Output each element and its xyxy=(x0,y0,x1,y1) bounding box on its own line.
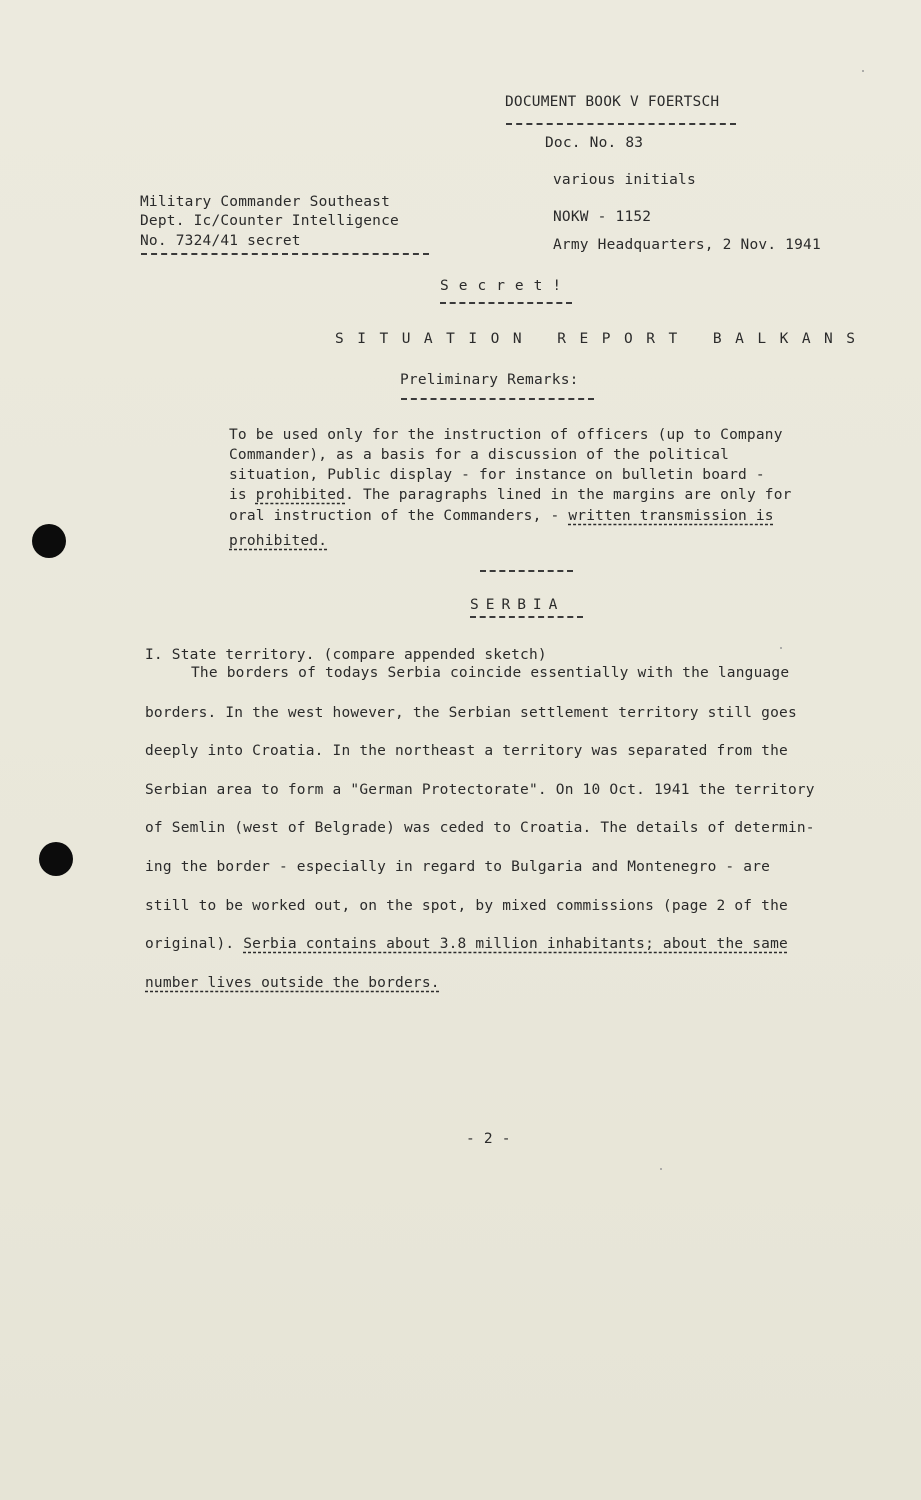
preliminary-line-5-part-a: oral instruction of the Commanders, - xyxy=(229,508,569,524)
preliminary-line-5 xyxy=(229,507,774,526)
punch-hole-bottom xyxy=(39,842,73,876)
section-line-8-part-a: original). xyxy=(145,936,244,952)
preliminary-line-4 xyxy=(229,486,792,505)
classification-marking: Secret! xyxy=(440,278,572,294)
nokw-number: NOKW - 1152 xyxy=(553,209,652,225)
initials-note: various initials xyxy=(553,172,696,188)
preliminary-line-2: Commander), as a basis for a discussion of the political xyxy=(229,447,730,463)
hq-date: Army Headquarters, 2 Nov. 1941 xyxy=(553,237,821,253)
page-number: - 2 - xyxy=(466,1131,511,1147)
sender-underline xyxy=(141,253,429,255)
section-line-2: borders. In the west however, the Serbian settlement territory still goes xyxy=(145,705,797,721)
preliminary-line-6: prohibited. xyxy=(229,533,328,549)
section-line-3: deeply into Croatia. In the northeast a territory was separated from the xyxy=(145,743,788,759)
sender-line-3: No. 7324/41 secret xyxy=(140,233,301,249)
section-line-6: ing the border - especially in regard to Bulgaria and Montenegro - are xyxy=(145,859,771,875)
population-emphasis: Serbia contains about 3.8 million inhabitants; about the same xyxy=(243,936,788,952)
paper-speck xyxy=(780,647,782,649)
report-title: SITUATION REPORT BALKANS xyxy=(335,331,869,347)
paper-speck xyxy=(660,1168,662,1170)
preliminary-line-4-part-c: . The paragraphs lined in the margins are only for xyxy=(345,487,792,503)
preliminary-line-1: To be used only for the instruction of officers (up to Company xyxy=(229,427,783,443)
prohibited-emphasis: prohibited xyxy=(255,487,346,503)
section-line-9: number lives outside the borders. xyxy=(145,975,440,991)
section-heading: I. State territory. (compare appended sketch) xyxy=(145,647,547,663)
section-separator xyxy=(480,570,573,572)
paper-speck xyxy=(862,70,864,72)
doc-number: Doc. No. 83 xyxy=(545,135,644,151)
section-line-1: The borders of todays Serbia coincide essentially with the language xyxy=(191,665,790,681)
section-line-7: still to be worked out, on the spot, by mixed commissions (page 2 of the xyxy=(145,898,788,914)
section-line-4: Serbian area to form a "German Protectorate". On 10 Oct. 1941 the territory xyxy=(145,782,815,798)
classification-underline xyxy=(440,302,572,304)
preliminary-line-3: situation, Public display - for instance on bulletin board - xyxy=(229,467,765,483)
sender-line-1: Military Commander Southeast xyxy=(140,194,391,210)
preliminary-underline xyxy=(401,398,594,400)
title-underline xyxy=(506,123,736,125)
preliminary-line-4-part-a: is xyxy=(229,487,256,503)
section-line-5: of Semlin (west of Belgrade) was ceded to Croatia. The details of determin- xyxy=(145,820,815,836)
section-title-underline xyxy=(470,616,583,618)
punch-hole-top xyxy=(32,524,66,558)
sender-line-2: Dept. Ic/Counter Intelligence xyxy=(140,213,399,229)
written-transmission-emphasis: written transmission is xyxy=(568,508,774,524)
section-title-serbia: SERBIA xyxy=(470,597,565,613)
document-book-title: DOCUMENT BOOK V FOERTSCH xyxy=(505,94,720,110)
section-line-8 xyxy=(145,935,788,954)
preliminary-heading: Preliminary Remarks: xyxy=(400,372,579,388)
